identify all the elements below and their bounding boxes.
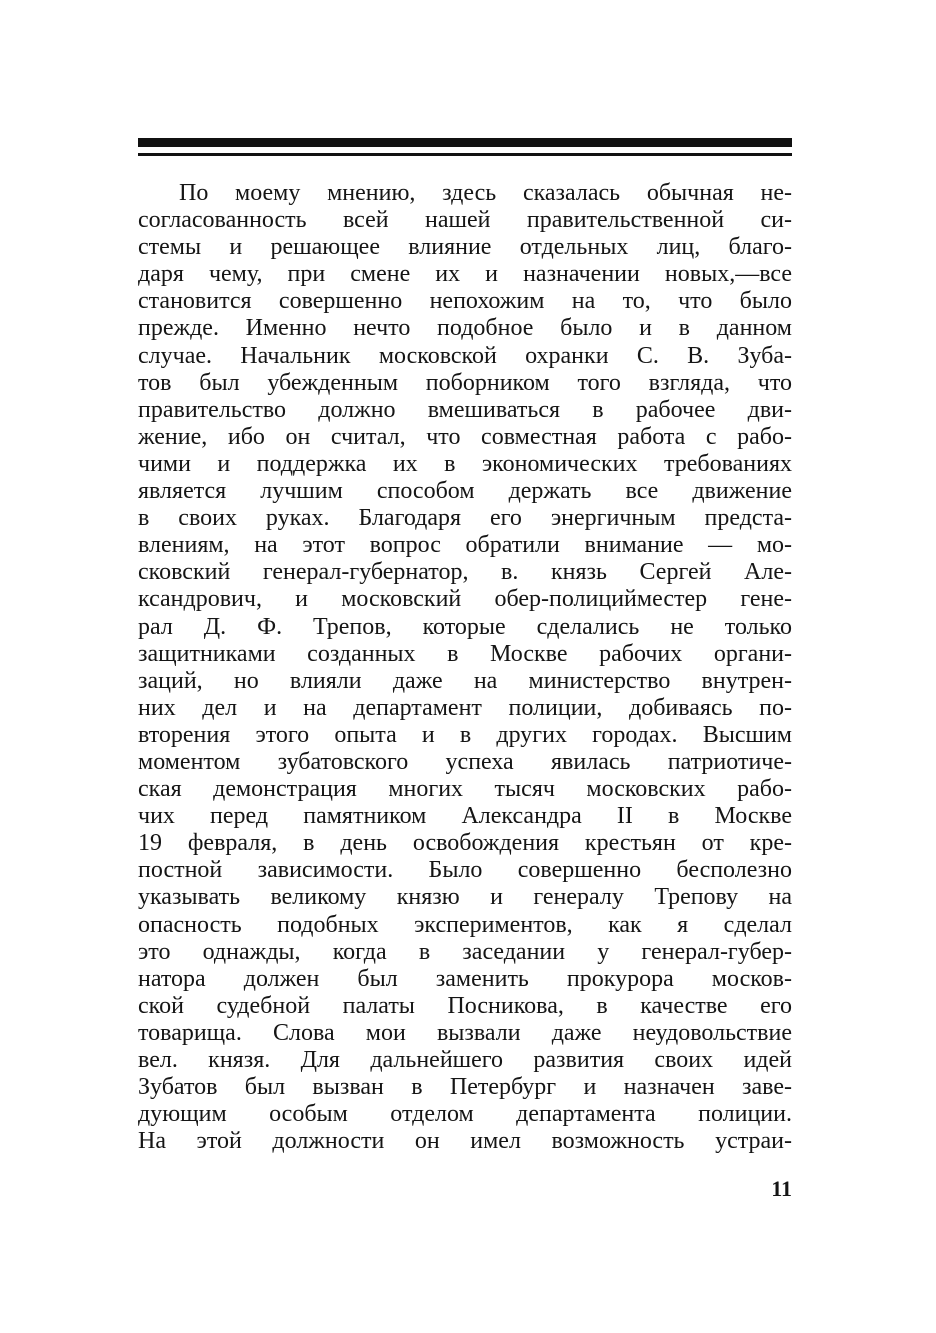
text-line: в своих руках. Благодаря его энергичным предста- bbox=[138, 505, 792, 532]
text-line: них дел и на департамент полиции, добиваясь по- bbox=[138, 694, 792, 721]
text-line: влениям, на этот вопрос обратили внимание — мо- bbox=[138, 532, 792, 559]
text-line: товарища. Слова мои вызвали даже неудовольствие bbox=[138, 1019, 792, 1046]
text-line: ская демонстрация многих тысяч московских рабо- bbox=[138, 776, 792, 803]
text-line: На этой должности он имел возможность устраи- bbox=[138, 1128, 792, 1155]
text-line: вел. князя. Для дальнейшего развития своих идей bbox=[138, 1047, 792, 1073]
text-line: является лучшим способом держать все движение bbox=[138, 478, 792, 505]
text-line: прежде. Именно нечто подобное было и в данном bbox=[138, 315, 792, 342]
text-line: натора должен был заменить прокурора москов- bbox=[138, 965, 792, 992]
text-line: вторения этого опыта и в других городах. Высшим bbox=[138, 721, 792, 748]
text-line: чими и поддержка их в экономических требованиях bbox=[138, 450, 792, 477]
text-line: заций, но влияли даже на министерство внутрен- bbox=[138, 667, 792, 694]
text-line: моментом зубатовского успеха явилась патриотиче- bbox=[138, 748, 792, 775]
text-line: ской судебной палаты Посникова, в качестве его bbox=[138, 992, 792, 1019]
text-line: сковский генерал-губернатор, в. князь Сергей Але- bbox=[138, 559, 792, 586]
header-rule-thick bbox=[138, 138, 792, 147]
text-line: становится совершенно непохожим на то, что было bbox=[138, 288, 792, 315]
text-line: это однажды, когда в заседании у генерал-губер- bbox=[138, 938, 792, 965]
header-rule-thin bbox=[138, 153, 792, 156]
text-line: опасность подобных экспериментов, как я сделал bbox=[138, 911, 792, 938]
text-line: рал Д. Ф. Трепов, которые сделались не только bbox=[138, 613, 792, 640]
text-line: тов был убежденным поборником того взгляда, что bbox=[138, 369, 792, 396]
page-number: 11 bbox=[771, 1176, 792, 1201]
text-line: жение, ибо он считал, что совместная работа с рабо- bbox=[138, 423, 792, 450]
text-line: дующим особым отделом департамента полиции. bbox=[138, 1101, 792, 1128]
text-line: согласованность всей нашей правительственной си- bbox=[138, 207, 792, 234]
text-line: чих перед памятником Александра II в Москве bbox=[138, 803, 792, 830]
text-line: даря чему, при смене их и назначении новых,—все bbox=[138, 261, 792, 288]
body-paragraph bbox=[138, 180, 792, 1155]
text-line: случае. Начальник московской охранки С. В. Зуба- bbox=[138, 342, 792, 369]
text-line: 19 февраля, в день освобождения крестьян от кре- bbox=[138, 830, 792, 857]
text-line: указывать великому князю и генералу Трепову на bbox=[138, 884, 792, 911]
text-line: защитниками созданных в Москве рабочих органи- bbox=[138, 640, 792, 667]
text-line: Зубатов был вызван в Петербург и назначен заве- bbox=[138, 1074, 792, 1101]
text-line: По моему мнению, здесь сказалась обычная не- bbox=[179, 180, 792, 206]
text-line: постной зависимости. Было совершенно бесполезно bbox=[138, 857, 792, 884]
text-line: ксандрович, и московский обер-полицийместер гене- bbox=[138, 586, 792, 613]
text-line: правительство должно вмешиваться в рабочее дви- bbox=[138, 396, 792, 423]
text-line: стемы и решающее влияние отдельных лиц, благо- bbox=[138, 234, 792, 261]
